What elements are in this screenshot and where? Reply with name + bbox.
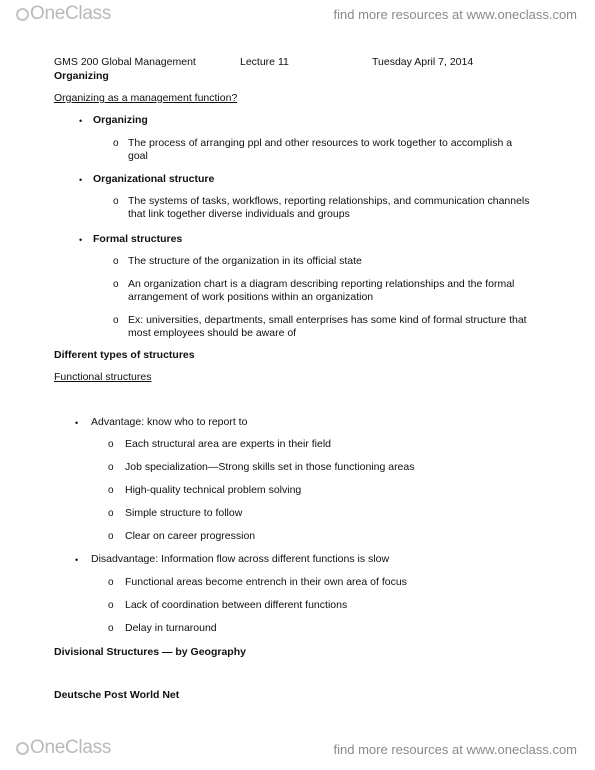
bullet-icon: • [75, 418, 79, 428]
sub-bullet-icon: o [108, 508, 114, 519]
page-title: Organizing [54, 70, 109, 82]
sub-bullet-icon: o [108, 485, 114, 496]
item-label: Organizational structure [93, 173, 215, 185]
sub-bullet-icon: o [108, 531, 114, 542]
section-heading: Different types of structures [54, 349, 195, 361]
item-text: Clear on career progression [125, 530, 256, 542]
item-text: Functional areas become entrench in their own area of focus [125, 576, 407, 588]
item-text: goal [128, 150, 148, 162]
header-tagline: find more resources at www.oneclass.com [333, 7, 577, 22]
item-label: Organizing [93, 114, 148, 126]
item-text: Simple structure to follow [125, 507, 243, 519]
bullet-icon: • [79, 235, 83, 245]
item-text: High-quality technical problem solving [125, 484, 302, 496]
item-label: Formal structures [93, 233, 183, 245]
item-text: The process of arranging ppl and other resources to work together to accomplish a [128, 137, 513, 149]
lecture-date: Tuesday April 7, 2014 [372, 56, 474, 68]
item-text: The systems of tasks, workflows, reporting relationships, and communication channels [128, 195, 530, 207]
item-text: An organization chart is a diagram describing reporting relationships and the formal [128, 278, 515, 290]
section-heading: Deutsche Post World Net [54, 689, 180, 701]
bullet-icon: • [75, 555, 79, 565]
sub-bullet-icon: o [108, 462, 114, 473]
oneclass-logo: OneClass [16, 3, 111, 25]
bullet-icon: • [79, 175, 83, 185]
sub-bullet-icon: o [108, 623, 114, 634]
sub-bullet-icon: o [113, 138, 119, 149]
item-text: Delay in turnaround [125, 622, 217, 634]
sub-bullet-icon: o [113, 315, 119, 326]
sub-bullet-icon: o [113, 196, 119, 207]
sub-bullet-icon: o [108, 577, 114, 588]
item-text: Each structural area are experts in their field [125, 438, 332, 450]
course-name: GMS 200 Global Management [54, 56, 196, 68]
sub-bullet-icon: o [108, 439, 114, 450]
item-label: Advantage: know who to report to [91, 416, 248, 428]
item-text: Ex: universities, departments, small enterprises has some kind of formal structure that [128, 314, 527, 326]
item-text: The structure of the organization in its official state [128, 255, 362, 267]
bullet-icon: • [79, 116, 83, 126]
item-text: most employees should be aware of [128, 327, 297, 339]
item-text: that link together diverse individuals and groups [128, 208, 350, 220]
footer-tagline: find more resources at www.oneclass.com [333, 742, 577, 757]
section-subheading: Functional structures [54, 371, 152, 383]
item-text: Lack of coordination between different functions [125, 599, 348, 611]
item-text: arrangement of work positions within an organization [128, 291, 374, 303]
item-label: Disadvantage: Information flow across different functions is slow [91, 553, 390, 565]
logo-ring-icon [16, 8, 29, 21]
sub-bullet-icon: o [108, 600, 114, 611]
oneclass-logo-footer: OneClass [16, 737, 111, 759]
sub-bullet-icon: o [113, 256, 119, 267]
section-subtitle: Organizing as a management function? [54, 92, 238, 104]
lecture-number: Lecture 11 [240, 56, 289, 68]
item-text: Job specialization—Strong skills set in those functioning areas [125, 461, 415, 473]
logo-ring-icon [16, 742, 29, 755]
section-heading: Divisional Structures — by Geography [54, 646, 246, 658]
sub-bullet-icon: o [113, 279, 119, 290]
